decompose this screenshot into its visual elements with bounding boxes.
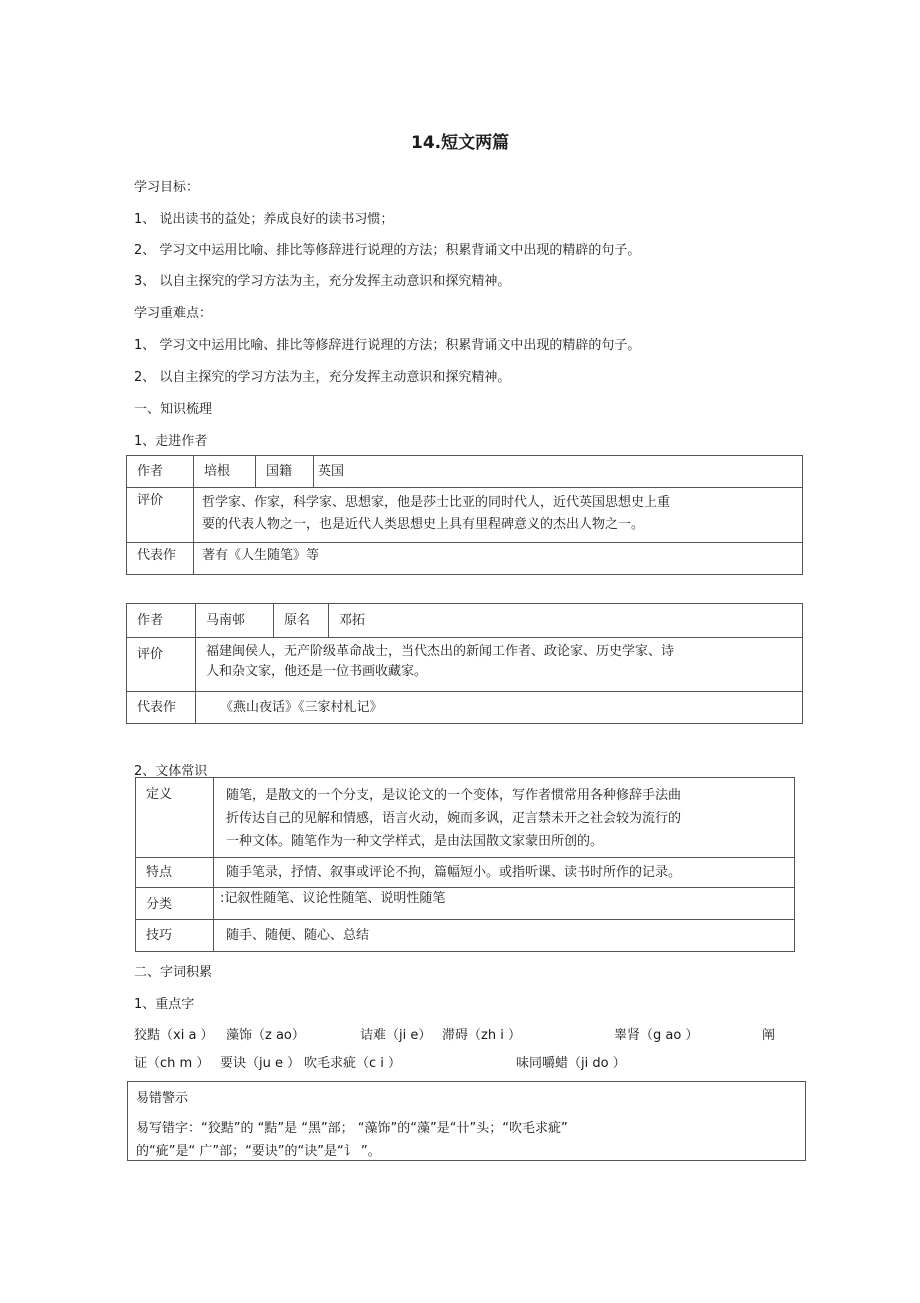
section1-sub1: 1、走进作者 <box>134 434 208 449</box>
eval-value <box>194 488 803 543</box>
nation-label: 国籍 <box>256 456 314 488</box>
eval-label: 评价 <box>127 488 194 543</box>
objective-item: 2、 学习文中运用比喻、排比等修辞进行说理的方法；积累背诵文中出现的精辟的句子。 <box>134 243 641 258</box>
objectives-heading: 学习目标： <box>134 180 200 195</box>
warning-title: 易错警示 <box>136 1091 189 1106</box>
eval-line: 人和杂文家，他还是一位书画收藏家。 <box>206 664 428 679</box>
section1-sub2: 2、文体常识 <box>134 764 208 779</box>
author-label: 作者 <box>127 456 194 488</box>
works-label: 代表作 <box>127 692 196 724</box>
feature-value: 随手笔录，抒情、叙事或评论不拘，篇幅短小。或指听课、读书时所作的记录。 <box>214 858 795 888</box>
section1-heading: 一、知识梳理 <box>134 402 213 417</box>
author-table-bacon <box>126 455 803 575</box>
keypoint-item: 2、 以自主探究的学习方法为主，充分发挥主动意识和探究精神。 <box>134 370 511 385</box>
author-name: 培根 <box>194 456 256 488</box>
orig-name-label: 原名 <box>274 604 329 638</box>
word-item: 要诀（ju e ） <box>220 1056 301 1071</box>
eval-label: 评价 <box>127 638 196 692</box>
eval-line: 福建闽侯人，无产阶级革命战士，当代杰出的新闻工作者、政论家、历史学家、诗 <box>206 644 675 659</box>
orig-name-value: 邓拓 <box>329 604 803 638</box>
word-item: 吹毛求疵（c i ） <box>304 1056 402 1071</box>
definition-line: 随笔，是散文的一个分支，是议论文的一个变体，写作者惯常用各种修辞手法曲 <box>226 788 682 803</box>
word-item: 滞碍（zh i ） <box>442 1028 521 1043</box>
warning-line: 易写错字：“狡黠”的 “黠”是 “黑”部； “藻饰”的“藻”是“卄”头；“吹毛求疵” <box>136 1121 568 1136</box>
warning-box <box>127 1081 806 1161</box>
eval-value <box>196 638 803 692</box>
keypoint-item: 1、 学习文中运用比喻、排比等修辞进行说理的方法；积累背诵文中出现的精辟的句子。 <box>134 338 641 353</box>
word-item: 藻饰（z ao） <box>226 1028 305 1043</box>
definition-line: 折传达自己的见解和情感，语言火动，婉而多讽，疋言禁未开之社会较为流行的 <box>226 811 682 826</box>
definition-value <box>214 778 795 858</box>
works-label: 代表作 <box>127 543 194 575</box>
eval-line: 要的代表人物之一，也是近代人类思想史上具有里程碑意义的杰出人物之一。 <box>202 517 645 532</box>
word-item: 味同嚼蜡（ji do ） <box>516 1056 626 1071</box>
definition-line: 一种文体。随笔作为一种文学样式，是由法国散文家蒙田所创的。 <box>226 834 604 849</box>
genre-table <box>135 777 795 952</box>
class-value: :记叙性随笔、议论性随笔、说明性随笔 <box>214 888 795 920</box>
section2-heading: 二、字词积累 <box>134 965 213 980</box>
definition-label: 定义 <box>136 778 214 858</box>
eval-line: 哲学家、作家，科学家、思想家，他是莎士比亚的同时代人，近代英国思想史上重 <box>202 495 671 510</box>
skill-value: 随手、随便、随心、总结 <box>214 920 795 952</box>
warning-line: 的“疵”是“ 广”部；“要诀”的“诀”是“讠 ”。 <box>136 1144 381 1159</box>
section2-sub1: 1、重点字 <box>134 997 195 1012</box>
objective-item: 1、 说出读书的益处；养成良好的读书习惯； <box>134 212 394 227</box>
page-title: 14.短文两篇 <box>411 133 510 153</box>
word-item: 诘难（ji e） <box>360 1028 432 1043</box>
keypoints-heading: 学习重难点： <box>134 306 213 321</box>
word-item: 睾肾（g ao ） <box>614 1028 699 1043</box>
nation-value: 英国 <box>314 456 803 488</box>
class-label: 分类 <box>136 888 214 920</box>
skill-label: 技巧 <box>136 920 214 952</box>
works-value: 著有《人生随笔》等 <box>194 543 803 575</box>
word-item: 阐 <box>762 1028 776 1043</box>
author-label: 作者 <box>127 604 196 638</box>
feature-label: 特点 <box>136 858 214 888</box>
objective-item: 3、 以自主探究的学习方法为主，充分发挥主动意识和探究精神。 <box>134 274 511 289</box>
word-item: 狡黠（xi a ） <box>134 1028 214 1043</box>
author-name: 马南邨 <box>196 604 274 638</box>
works-value: 《燕山夜话》《三家村札记》 <box>196 692 803 724</box>
word-item: 证（ch m ） <box>134 1056 210 1071</box>
author-table-manancun <box>126 603 803 724</box>
